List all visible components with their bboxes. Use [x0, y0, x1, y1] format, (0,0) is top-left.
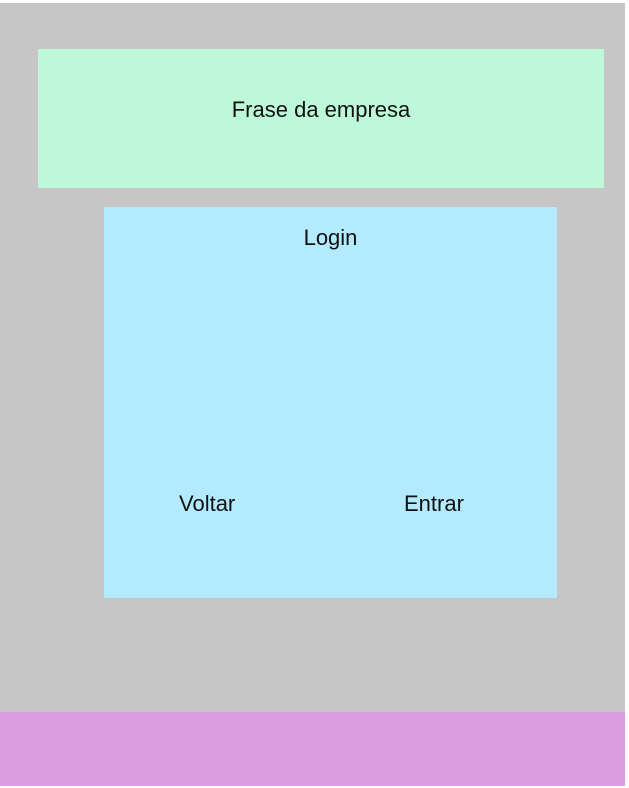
login-panel [104, 207, 557, 598]
enter-button[interactable]: Entrar [404, 491, 464, 516]
app-canvas [0, 3, 625, 786]
back-button[interactable]: Voltar [179, 491, 236, 516]
login-title: Login [303, 225, 358, 250]
company-phrase: Frase da empresa [231, 96, 411, 122]
footer-bar [0, 712, 625, 786]
company-header [38, 49, 604, 188]
